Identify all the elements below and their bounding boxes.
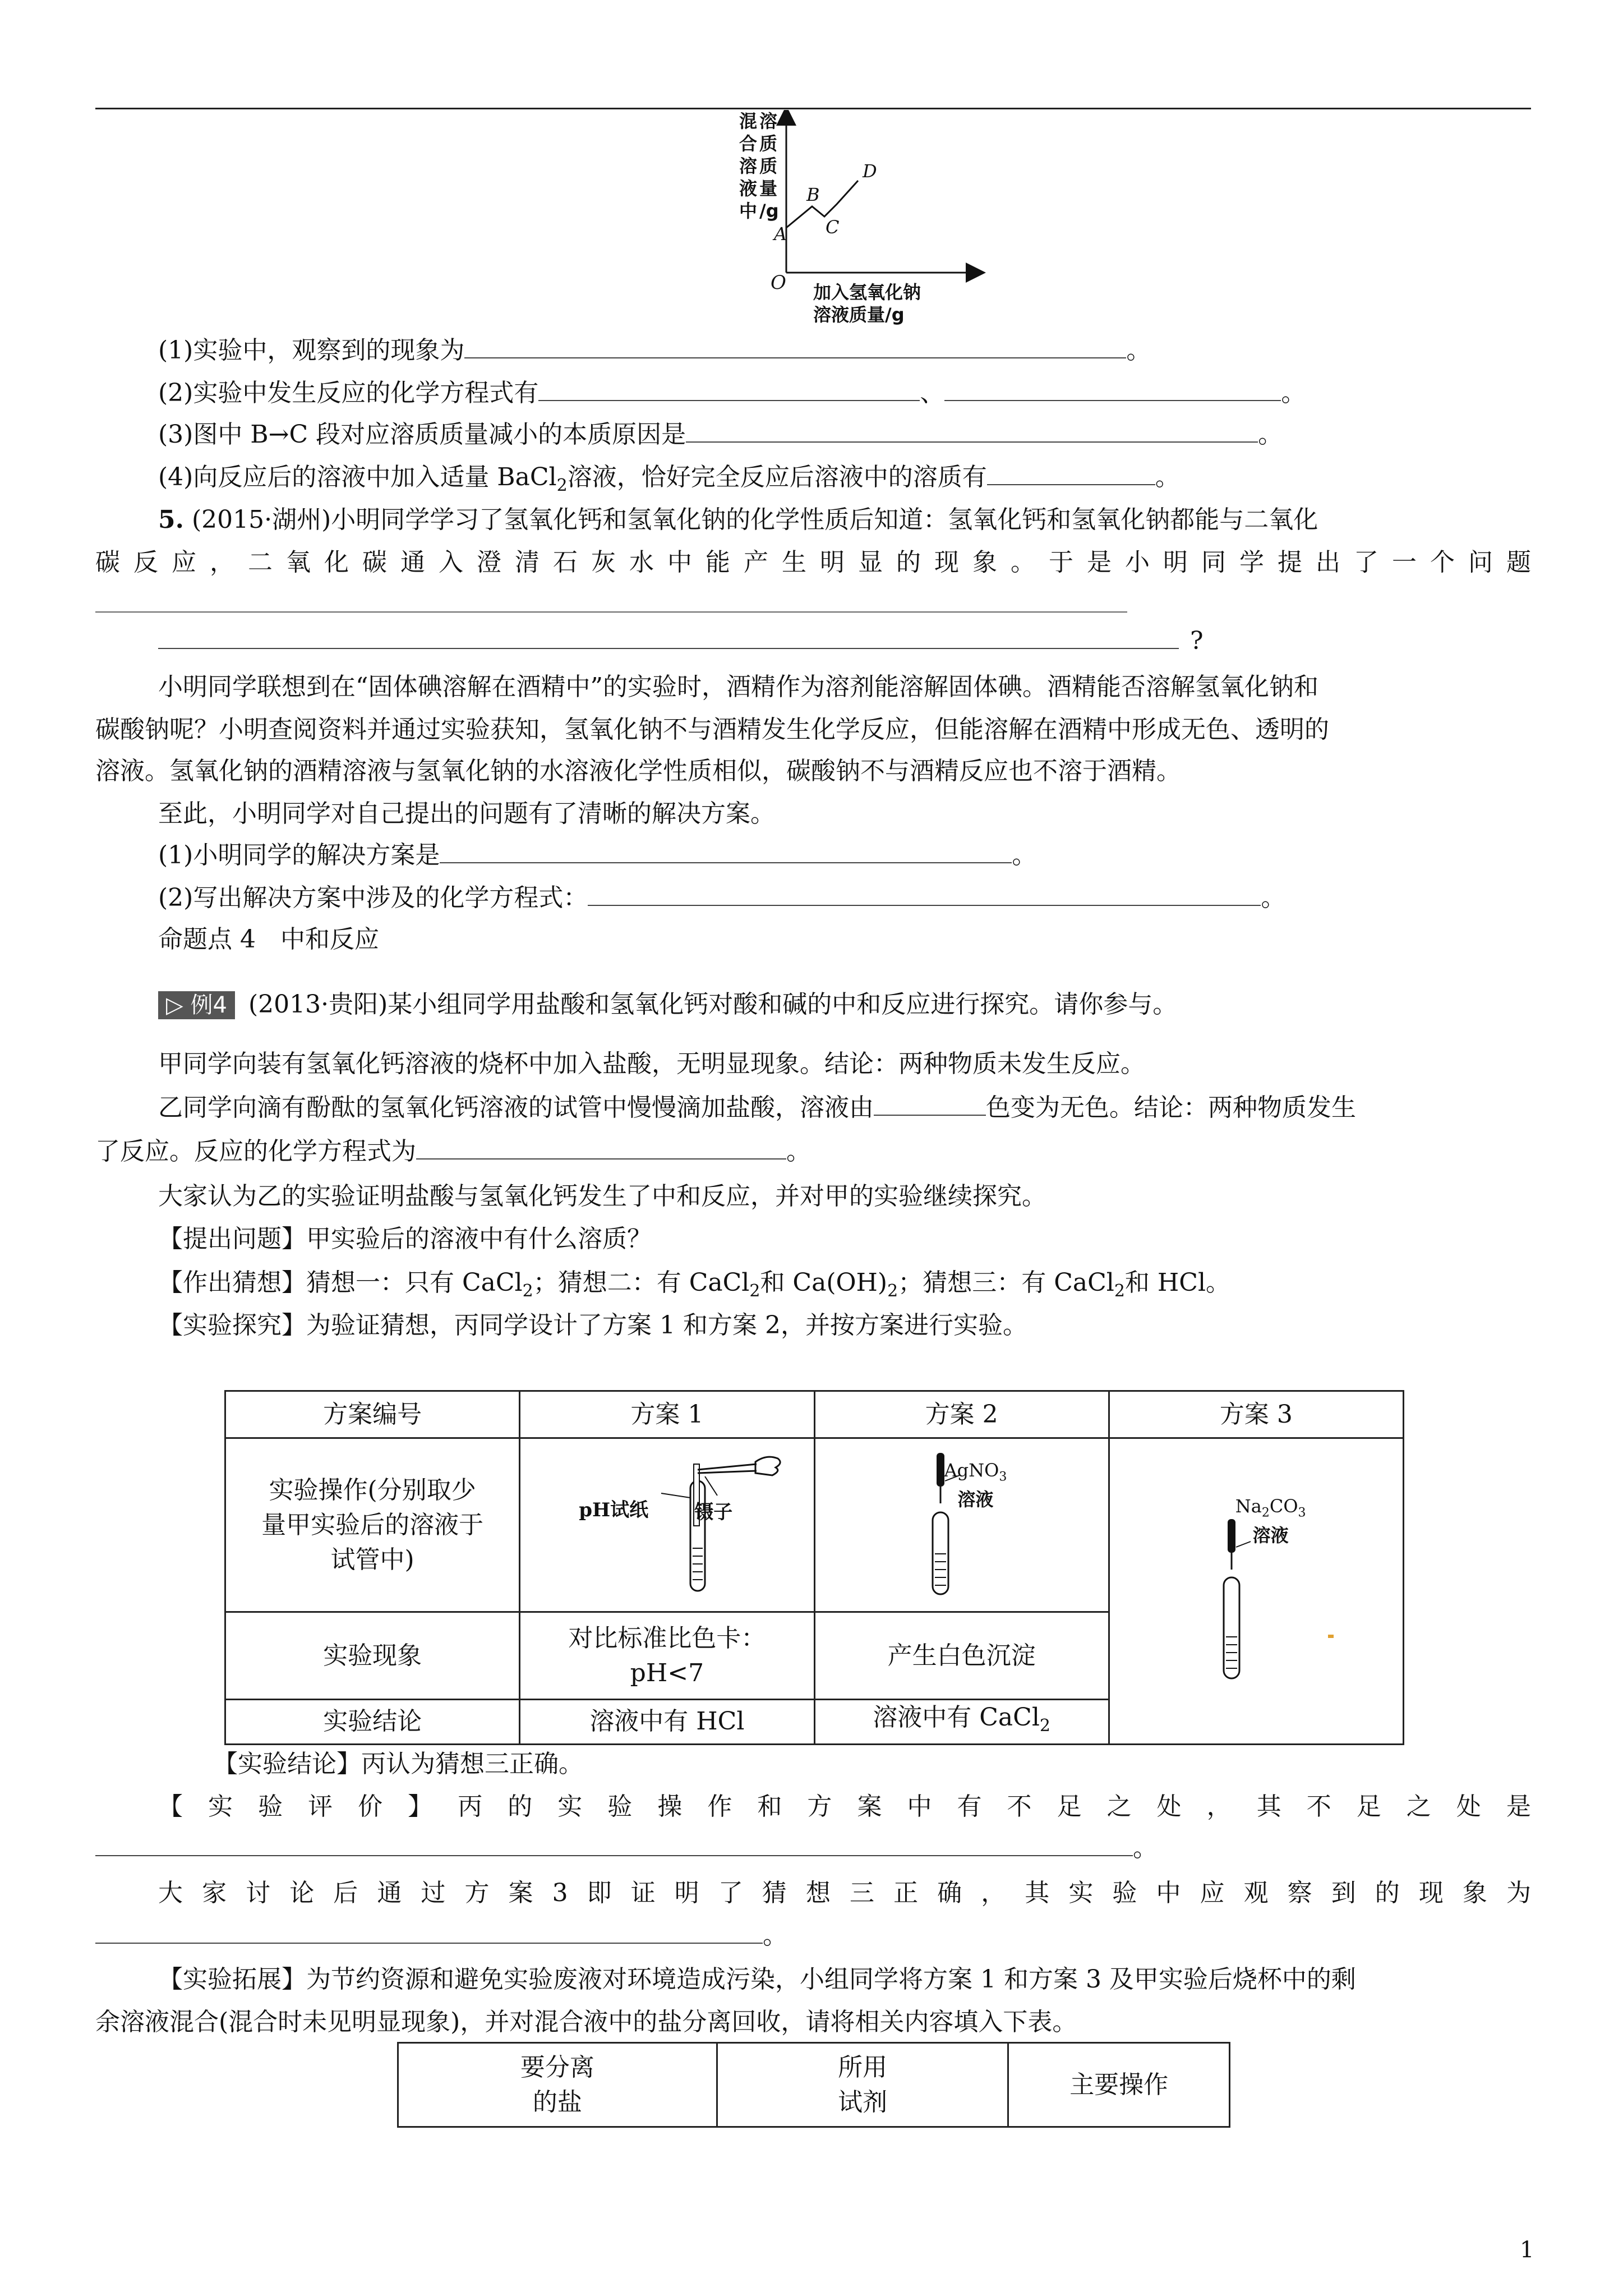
discussion-char: 观 [1243,1879,1269,1907]
q4-sub2-blank2[interactable] [944,378,1281,401]
table2-col1: 要分离 的盐 [398,2043,717,2127]
discussion-char: 通 [377,1879,402,1907]
q4-sub1: (1)实验中，观察到的现象为 。 [158,336,1151,365]
q5-line2-char: 的 [896,548,921,577]
graph-xlabel-line2: 溶液质量/g [813,304,905,325]
q5-line2-char: 入 [439,548,463,577]
ex4-dajia: 大家认为乙的实验证明盐酸与氢氧化钙发生了中和反应，并对甲的实验继续探究。 [158,1182,1046,1211]
q5-sub2-blank[interactable] [588,882,1261,906]
discussion-char: 了 [718,1879,743,1907]
evaluation-char: 足 [1356,1792,1381,1821]
q5-line2-char: 澄 [477,548,501,577]
q5-line2-char: 清 [515,548,540,577]
evaluation-char: 】 [408,1792,433,1821]
discussion-char: ， [981,1879,1006,1907]
table1-phenomenon-1: 对比标准比色卡： pH<7 [520,1612,814,1700]
evaluation-char: 是 [1506,1792,1531,1821]
q5-sub2: (2)写出解决方案中涉及的化学方程式： 。 [158,884,1286,912]
q5-line2-char: 是 [1087,548,1112,577]
q5-line2-char: 碳 [95,548,120,577]
q5-para1-l2: 碳酸钠呢？小明查阅资料并通过实验获知，氢氧化钠不与酒精发生化学反应，但能溶解在酒精中形成无色、透明的 [95,715,1329,744]
evaluation-char: 丙 [458,1792,483,1821]
ex4-guess: 【作出猜想】猜想一：只有 CaCl$_2$；猜想二：有 CaCl$_2$和 $Ca(OH)_2$；猜想三：有 CaCl$_2$和 HCl。 [158,1268,1231,1301]
discussion-blank[interactable] [95,1920,763,1944]
ex4-jia: 甲同学向装有氢氧化钙溶液的烧杯中加入盐酸，无明显现象。结论：两种物质未发生反应。 [158,1050,1145,1078]
evaluation-char: 处 [1456,1792,1481,1821]
q5-line2-char: 问 [1468,548,1493,577]
q5-line2-char: 象 [972,548,997,577]
graph-ylabel-col2: 溶 质 质 量 /g [759,111,779,222]
evaluation-char: 其 [1256,1792,1281,1821]
discussion-char: 3 [552,1879,568,1907]
dropper [937,1453,944,1487]
q5-line2-char: 于 [1049,548,1073,577]
q5-head: 5. (2015·湖州)小明同学学习了氢氧化钙和氢氧化钠的化学性质后知道：氢氧化钙和氢氧化钠都能与二氧化 [158,505,1318,534]
exp-conclusion: 【实验结论】丙认为猜想三正确。 [213,1750,583,1778]
q5-line2-char: 二 [248,548,273,577]
separation-table [397,2042,1230,2128]
discussion-char: 象 [1462,1879,1487,1907]
discussion-answer: 。 [95,1920,787,1952]
table1-header-1: 方案 1 [520,1391,814,1438]
exp-evaluation-blank[interactable] [95,1833,1133,1856]
graph-point-b: B [806,184,820,205]
table1-phenomenon-label: 实验现象 [225,1612,520,1700]
q5-line2-char: 题 [1506,548,1531,577]
graph-xlabel-line1: 加入氢氧化钠 [813,282,921,303]
page-number: 1 [1520,2237,1534,2263]
ex4-explore: 【实验探究】为验证猜想，丙同学设计了方案 1 和方案 2，并按方案进行实验。 [158,1311,1027,1340]
ph-paper-label: pH试纸 [579,1499,649,1521]
q5-line2-char: 同 [1201,548,1226,577]
ex4-ask: 【提出问题】甲实验后的溶液中有什么溶质？ [158,1225,652,1253]
graph-point-a: A [774,223,787,245]
discussion-char: 家 [202,1879,227,1907]
discussion-char: 论 [289,1879,315,1907]
ex4-yi-1: 乙同学向滴有酚酞的氢氧化钙溶液的试管中慢慢滴加盐酸，溶液由 色变为无色。结论：两种物质发生 [158,1093,1356,1122]
evaluation-char: 验 [607,1792,633,1821]
table1-fig-na2co3 [1109,1438,1403,1745]
q4-sub3-blank[interactable] [686,419,1258,443]
q5-line2-char: 反 [133,548,158,577]
evaluation-char: 价 [358,1792,383,1821]
discussion-char: 实 [1068,1879,1094,1907]
q5-answer-line2: ? [158,625,1204,657]
discussion-char: 讨 [246,1879,271,1907]
discussion-char: 其 [1025,1879,1050,1907]
evaluation-char: 实 [208,1792,233,1821]
evaluation-char: 操 [657,1792,683,1821]
discussion [158,1877,1531,1910]
evaluation-char: 不 [1306,1792,1331,1821]
q5-line2-char: 一 [1392,548,1417,577]
discussion-char: 猜 [762,1879,787,1907]
discussion-char: 证 [630,1879,656,1907]
q5-line2-char: 中 [667,548,692,577]
top-rule [95,108,1531,109]
q5-sub1: (1)小明同学的解决方案是 。 [158,841,1037,869]
q5-line2-char: 化 [324,548,349,577]
table1-header-3: 方案 3 [1109,1391,1403,1438]
discussion-char: 中 [1156,1879,1181,1907]
table1-fig-ph-paper [520,1438,814,1612]
graph-point-c: C [826,217,840,238]
q5-line2-char: 出 [1316,548,1340,577]
q5-line2-char: 应 [172,548,196,577]
evaluation-char: 验 [258,1792,283,1821]
discussion-char: 过 [421,1879,446,1907]
dropper [1228,1519,1235,1553]
discussion-char: 应 [1200,1879,1225,1907]
q5-para1-l1: 小明同学联想到在“固体碘溶解在酒精中”的实验时，酒精作为溶剂能溶解固体碘。酒精能否溶解氢氧化钠和 [158,673,1318,701]
q5-line2-char: 明 [1163,548,1188,577]
q5-line2-char: 学 [1239,548,1264,577]
q5-line2-char: 明 [820,548,845,577]
exp-evaluation-answer: 。 [95,1832,1158,1865]
evaluation-char: 的 [508,1792,533,1821]
discussion-char: 后 [333,1879,358,1907]
q4-sub2: (2)实验中发生反应的化学方程式有 、 。 [158,379,1306,407]
discussion-char: 为 [1506,1879,1531,1907]
discussion-char: 正 [893,1879,919,1907]
ex4-head: ▷ 例4 (2013·贵阳)某小组同学用盐酸和氢氧化钙对酸和碱的中和反应进行探究。请你参与。 [158,988,1177,1021]
discussion-char: 大 [158,1879,183,1907]
evaluation-char: 评 [308,1792,333,1821]
tweezers-label: 镊子 [694,1501,733,1524]
table2-col2: 所用 试剂 [717,2043,1008,2127]
q5-line2-char: 水 [629,548,654,577]
evaluation-char: 处 [1156,1792,1182,1821]
agno3-label: AgNO$_3$ 溶液 [944,1460,1007,1511]
evaluation-char: 不 [1007,1792,1032,1821]
table1-fig-agno3 [814,1438,1109,1612]
solute-mass-graph [729,110,987,334]
discussion-char: 三 [850,1879,874,1907]
evaluation-char: 案 [857,1792,882,1821]
table1-conclusion-label: 实验结论 [225,1700,520,1745]
evaluation-char: 和 [757,1792,782,1821]
discussion-char: 到 [1331,1879,1356,1907]
q5-line2-char: 石 [553,548,578,577]
discussion-char: 现 [1418,1879,1444,1907]
q5-line2-char: 显 [858,548,883,577]
q5-line2-char: 个 [1430,548,1455,577]
q5-line2-char: 产 [744,548,768,577]
ex4-equation-blank[interactable] [416,1136,786,1159]
hand-icon [755,1457,780,1475]
exp-extension-l1: 【实验拓展】为节约资源和避免实验废液对环境造成污染，小组同学将方案 1 和方案 3 及甲实验后烧杯中的剩 [158,1965,1356,1994]
evaluation-char: 作 [707,1792,732,1821]
q5-line2-char: 生 [782,548,806,577]
q5-line2-char: 碳 [362,548,387,577]
q4-sub1-blank[interactable] [464,335,1126,358]
evaluation-char: 中 [907,1792,932,1821]
ex4-yi-2: 了反应。反应的化学方程式为 。 [95,1137,811,1166]
q5-answer-blank2[interactable] [158,625,1179,649]
q5-line2-char: 小 [1125,548,1150,577]
discussion-char: 确 [937,1879,962,1907]
table1-phenomenon-2: 产生白色沉淀 [814,1612,1109,1700]
q5-line2-char: 了 [1354,548,1378,577]
test-tube [1224,1577,1239,1678]
graph-ylabel-col1: 混 合 溶 液 中 [739,111,758,222]
discussion-char: 方 [464,1879,490,1907]
q5-line2-char: 能 [706,548,730,577]
evaluation-char: 之 [1406,1792,1431,1821]
evaluation-char: 实 [557,1792,583,1821]
discussion-char: 验 [1112,1879,1137,1907]
tweezers [698,1464,757,1470]
na2co3-label: $Na_2CO_3$ 溶液 [1235,1496,1306,1547]
evaluation-char: 有 [957,1792,982,1821]
q5-sub1-blank[interactable] [440,840,1012,863]
ex4-tag: ▷ 例4 [158,991,235,1019]
q5-line2-char: 灰 [591,548,616,577]
table1-conclusion-2: 溶液中有 CaCl$_2$ [814,1700,1109,1745]
q4-sub4: (4)向反应后的溶液中加入适量 BaCl$_2$溶液，恰好完全反应后溶液中的溶质有 。 [158,463,1180,495]
discussion-char: 的 [1375,1879,1400,1907]
q5-line2-char: 通 [400,548,425,577]
q5-line2-char: 提 [1278,548,1302,577]
q5-para1-l3: 溶液。氢氧化钠的酒精溶液与氢氧化钠的水溶液化学性质相似，碳酸钠不与酒精反应也不溶于酒精。 [95,757,1181,785]
q5-line2-char: 。 [1011,548,1035,577]
table1-conclusion-1: 溶液中有 HCl [520,1700,814,1745]
graph-curve [786,181,858,228]
ex4-color-blank[interactable] [874,1092,986,1116]
q4-sub4-blank[interactable] [987,462,1155,485]
q5-line2-char: 现 [934,548,959,577]
evaluation-char: 足 [1057,1792,1082,1821]
table1-op-label: 实验操作(分别取少 量甲实验后的溶液于 试管中) [225,1438,520,1612]
discussion-char: 想 [805,1879,831,1907]
experiment-table [224,1390,1404,1745]
orange-mark [1328,1635,1334,1638]
discussion-char: 明 [674,1879,699,1907]
discussion-char: 案 [508,1879,533,1907]
q5-para2: 至此，小明同学对自己提出的问题有了清晰的解决方案。 [158,799,775,828]
table1-header-2: 方案 2 [814,1391,1109,1438]
section-title: 命题点 4 中和反应 [158,925,379,954]
q5-line2-char: 氧 [286,548,311,577]
exp-extension-l2: 余溶液混合(混合时未见明显现象)，并对混合液中的盐分离回收，请将相关内容填入下表。 [95,2008,1077,2036]
exp-evaluation [158,1791,1531,1823]
table1-header-0: 方案编号 [225,1391,520,1438]
graph-origin-label: O [771,272,786,294]
q4-sub3: (3)图中 B→C 段对应溶质质量减小的本质原因是 。 [158,420,1283,449]
discussion-char: 即 [587,1879,612,1907]
q5-answer-line1[interactable] [95,611,1127,613]
evaluation-char: 之 [1106,1792,1132,1821]
graph-point-d: D [863,160,877,182]
q4-sub2-blank1[interactable] [538,378,920,401]
q5-line2 [95,546,1531,579]
discussion-char: 察 [1287,1879,1312,1907]
evaluation-char: 【 [158,1792,183,1821]
q5-line2-char: ， [210,548,234,577]
evaluation-char: ， [1206,1792,1232,1821]
evaluation-char: 方 [807,1792,832,1821]
table2-col3: 主要操作 [1008,2043,1230,2127]
